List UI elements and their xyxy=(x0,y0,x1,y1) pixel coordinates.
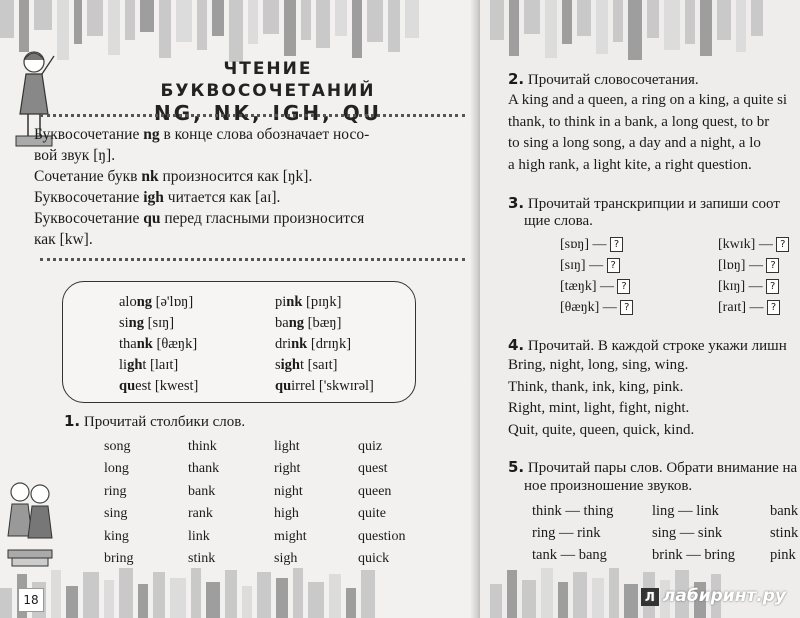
exercise-2-heading: 2. Прочитай словосочетания. xyxy=(508,70,699,88)
rule-line-1: Буквосочетание ng в конце слова обозначает носо- xyxy=(34,126,370,143)
word: light xyxy=(274,439,300,454)
children-illustration xyxy=(4,470,56,570)
rule-line-4: Буквосочетание igh читается как [aɪ]. xyxy=(34,189,281,206)
example-word: thank [θæŋk] xyxy=(119,336,198,352)
rule-line-5: Буквосочетание qu перед гласными произносится xyxy=(34,210,365,227)
word-row: Bring, night, long, sing, wing. xyxy=(508,357,689,373)
transcription-item: [lɒŋ] — ? xyxy=(718,258,779,274)
phrase-line: a high rank, a light kite, a right question. xyxy=(508,156,752,173)
exercise-1-heading: 1. Прочитай столбики слов. xyxy=(64,412,246,430)
title-line-1: ЧТЕНИЕ БУКВОСОЧЕТАНИЙ xyxy=(160,59,376,101)
word: ring xyxy=(104,483,127,499)
dotted-divider-bottom xyxy=(40,258,465,261)
word: think xyxy=(188,439,217,454)
word-pair: tank — bang xyxy=(532,547,607,563)
word: sing xyxy=(104,506,128,522)
word: bring xyxy=(104,551,134,567)
word: stink xyxy=(188,551,216,567)
watermark-logo: Л xyxy=(641,588,659,606)
word: song xyxy=(104,439,131,454)
example-word: drink [drɪŋk] xyxy=(275,336,352,352)
rules-paragraph xyxy=(34,124,454,250)
pairs-column-1 xyxy=(532,500,613,566)
transcription-item: [sɪŋ] — ? xyxy=(560,258,620,274)
transcription-item: [θæŋk] — ? xyxy=(560,300,633,316)
title-line-2: NG, NK, IGH, QU xyxy=(154,101,382,125)
word: queen xyxy=(358,483,392,499)
top-decorative-bars-right xyxy=(490,0,800,70)
answer-box[interactable]: ? xyxy=(617,279,630,294)
word: quiz xyxy=(358,439,383,454)
examples-left-column xyxy=(119,292,198,397)
word: night xyxy=(274,483,303,499)
word: rank xyxy=(188,506,213,522)
rule-line-3: Сочетание букв nk произносится как [ŋk]. xyxy=(34,168,313,185)
word: sigh xyxy=(274,551,298,567)
word: question xyxy=(358,528,406,544)
transcription-item: [raɪt] — ? xyxy=(718,300,780,316)
word: long xyxy=(104,461,129,477)
word-column-4 xyxy=(358,436,442,570)
right-page xyxy=(480,0,800,618)
transcription-item: [tæŋk] — ? xyxy=(560,279,630,295)
examples-box xyxy=(62,281,416,403)
word: bank xyxy=(188,483,216,499)
watermark xyxy=(641,586,786,606)
word-column-2 xyxy=(188,436,274,570)
exercise-5-heading-cont: ное произношение звуков. xyxy=(524,478,693,494)
example-word: quirrel ['skwɪrəl] xyxy=(275,378,374,394)
answer-box[interactable]: ? xyxy=(620,300,633,315)
word: might xyxy=(274,528,307,544)
exercise-3-heading-cont: щие слова. xyxy=(524,213,593,229)
word-row: Quit, quite, queen, quick, kind. xyxy=(508,421,695,438)
example-word: bang [bæŋ] xyxy=(275,315,342,331)
word: high xyxy=(274,506,299,522)
word: quick xyxy=(358,551,390,567)
exercise-5-heading: 5. Прочитай пары слов. Обрати внимание на xyxy=(508,458,798,476)
word-pair: stink xyxy=(770,525,799,541)
word-row: Right, mint, light, fight, night. xyxy=(508,400,690,416)
phrase-line: to sing a long song, a day and a night, a lo xyxy=(508,135,761,151)
exercise-4-heading: 4. Прочитай. В каждой строке укажи лишн xyxy=(508,336,787,354)
page-number: 18 xyxy=(18,588,44,612)
word-column-1 xyxy=(104,436,188,570)
word-pair: brink — bring xyxy=(652,547,735,563)
answer-box[interactable]: ? xyxy=(767,300,780,315)
word-pair: ling — link xyxy=(652,503,719,519)
word-pair: pink xyxy=(770,547,796,563)
watermark-text: лабиринт.ру xyxy=(662,586,786,606)
word-row: Think, thank, ink, king, pink. xyxy=(508,378,684,395)
word-pair: bank xyxy=(770,503,799,519)
word-pair: think — thing xyxy=(532,503,614,519)
word: quite xyxy=(358,506,386,522)
examples-right-column xyxy=(275,292,374,397)
example-word: quest [kwest] xyxy=(119,378,199,394)
phrase-line: thank, to think in a bank, a long quest, to br xyxy=(508,113,770,130)
bottom-decorative-bars xyxy=(0,568,478,618)
answer-box[interactable]: ? xyxy=(610,237,623,252)
answer-box[interactable]: ? xyxy=(776,237,789,252)
rule-line-2: вой звук [ŋ]. xyxy=(34,147,116,164)
exercise-4-text xyxy=(508,355,694,441)
example-word: sing [sɪŋ] xyxy=(119,315,175,331)
answer-box[interactable]: ? xyxy=(766,258,779,273)
word-column-3 xyxy=(274,436,358,570)
exercise-2-text xyxy=(508,90,787,176)
phrase-line: A king and a queen, a ring on a king, a quite si xyxy=(508,92,788,108)
answer-box[interactable]: ? xyxy=(766,279,779,294)
rule-line-6: как [kw]. xyxy=(34,231,93,248)
transcription-item: [kɪŋ] — ? xyxy=(718,279,779,295)
example-word: sight [saɪt] xyxy=(275,357,338,373)
exercise-3-heading: 3. Прочитай транскрипции и запиши соот xyxy=(508,194,780,212)
word: link xyxy=(188,528,210,544)
word: quest xyxy=(358,461,388,477)
word-pair: sing — sink xyxy=(652,525,723,541)
word: right xyxy=(274,461,301,477)
answer-box[interactable]: ? xyxy=(607,258,620,273)
transcription-item: [kwɪk] — ? xyxy=(718,237,789,253)
pairs-column-3 xyxy=(770,500,798,566)
example-word: light [laɪt] xyxy=(119,357,179,373)
example-word: along [ə'lɒŋ] xyxy=(119,294,194,310)
example-word: pink [pɪŋk] xyxy=(275,294,342,310)
word: king xyxy=(104,528,129,544)
word-pair: ring — rink xyxy=(532,525,601,541)
word-columns xyxy=(104,436,442,570)
dotted-divider-top xyxy=(40,114,465,117)
transcription-item: [sɒŋ] — ? xyxy=(560,237,623,253)
pairs-column-2 xyxy=(652,500,735,566)
word: thank xyxy=(188,461,220,477)
